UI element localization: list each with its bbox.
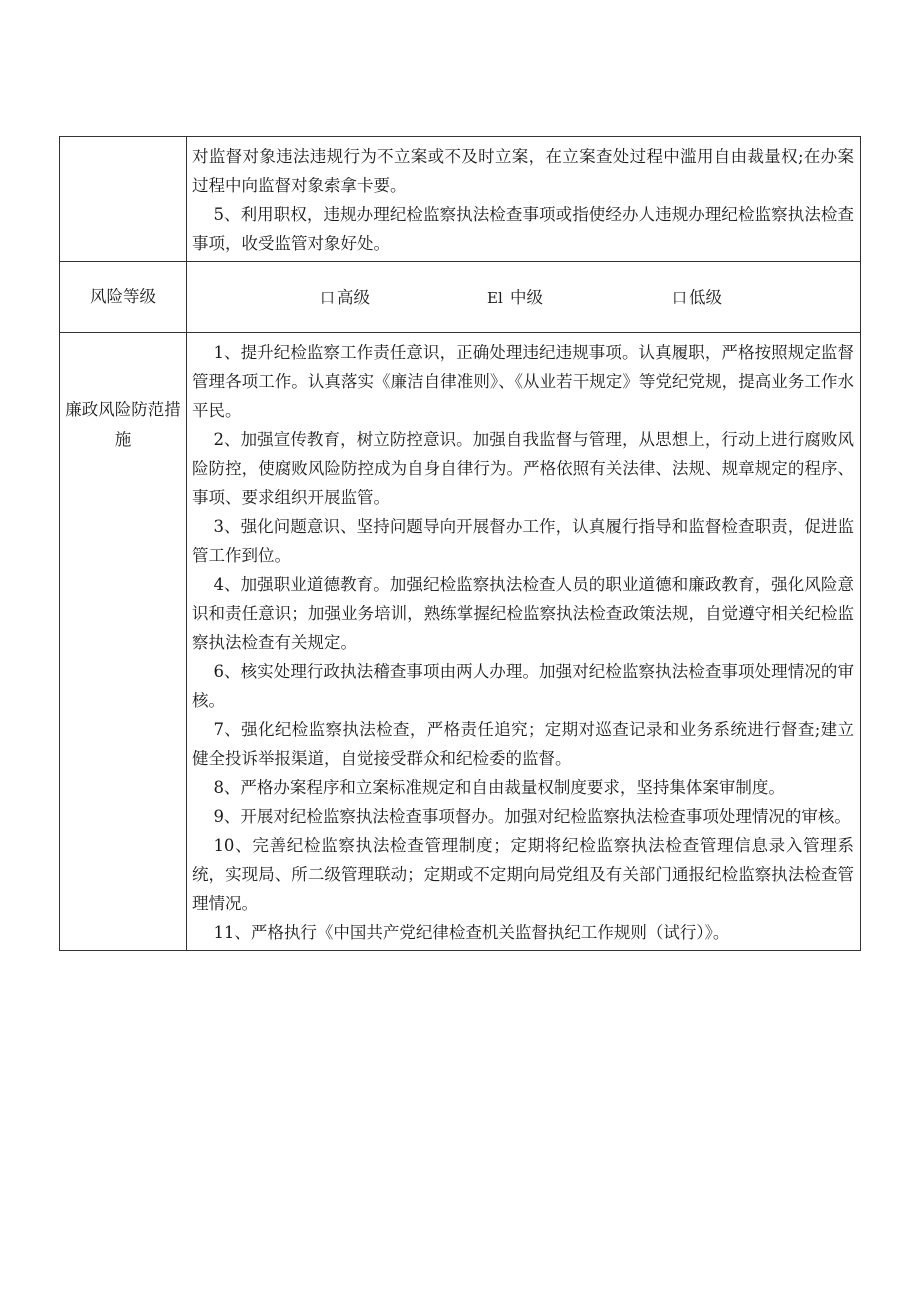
risk-description-paragraph: 5、利用职权，违规办理纪检监察执法检查事项或指使经办人违规办理纪检监察执法检查事项，收受监管对象好处。	[192, 205, 854, 253]
measure-item: 3、强化问题意识、坚持问题导向开展督办工作，认真履行指导和监督检查职责，促进监管工作到位。	[192, 517, 854, 565]
risk-level-label: 风险等级	[60, 262, 187, 333]
measure-item: 2、加强宣传教育，树立防控意识。加强自我监督与管理，从思想上，行动上进行腐败风险防控，使腐败风险防控成为自身自律行为。严格依照有关法律、法规、规章规定的程序、事项、要求组织开展监管。	[192, 430, 854, 507]
risk-description-row	[60, 137, 861, 262]
measure-item: 1、提升纪检监察工作责任意识，正确处理违纪违规事项。认真履职，严格按照规定监督管理各项工作。认真落实《廉洁自律准则》、《从业若干规定》等党纪党规，提高业务工作水平民。	[192, 343, 854, 420]
measure-item: 7、强化纪检监察执法检查，严格责任追究；定期对巡查记录和业务系统进行督查;建立健全投诉举报渠道，自觉接受群众和纪检委的监督。	[192, 720, 854, 768]
level-option-high[interactable]	[320, 284, 370, 308]
risk-level-options-cell	[187, 262, 861, 333]
checkbox-icon: 口	[672, 289, 688, 307]
level-option-label: 中级	[510, 288, 543, 307]
measure-item: 11、严格执行《中国共产党纪律检查机关监督执纪工作规则（试行）》。	[213, 923, 730, 942]
risk-description-cell	[187, 137, 861, 262]
measures-cell	[187, 333, 861, 951]
risk-level-row	[60, 262, 861, 333]
measure-item: 9、开展对纪检监察执法检查事项督办。加强对纪检监察执法检查事项处理情况的审核。	[213, 807, 851, 826]
level-option-label: 高级	[337, 288, 371, 307]
measure-item: 8、严格办案程序和立案标准规定和自由裁量权制度要求，坚持集体案审制度。	[213, 778, 785, 797]
level-option-label: 低级	[689, 288, 723, 307]
risk-description-paragraph: 对监督对象违法违规行为不立案或不及时立案，在立案查处过程中滥用自由裁量权;在办案过程中向监督对象索拿卡要。	[192, 147, 854, 195]
measures-label: 廉政风险防范措施	[60, 333, 187, 951]
measure-item: 4、加强职业道德教育。加强纪检监察执法检查人员的职业道德和廉政教育，强化风险意识和责任意识；加强业务培训，熟练掌握纪检监察执法检查政策法规，自觉遵守相关纪检监察执法检查有关规定。	[192, 575, 854, 652]
level-option-low[interactable]	[672, 284, 722, 308]
empty-label-cell	[60, 137, 187, 262]
measures-row	[60, 333, 861, 951]
measure-item: 10、完善纪检监察执法检查管理制度；定期将纪检监察执法检查管理信息录入管理系统，实现局、所二级管理联动；定期或不定期向局党组及有关部门通报纪检监察执法检查管理情况。	[192, 836, 854, 913]
risk-table	[59, 136, 861, 951]
checkbox-icon: 口	[320, 289, 336, 307]
measure-item: 6、核实处理行政执法稽查事项由两人办理。加强对纪检监察执法检查事项处理情况的审核。	[192, 662, 854, 710]
level-option-medium[interactable]	[487, 284, 543, 308]
checked-box-icon: El	[487, 289, 503, 307]
